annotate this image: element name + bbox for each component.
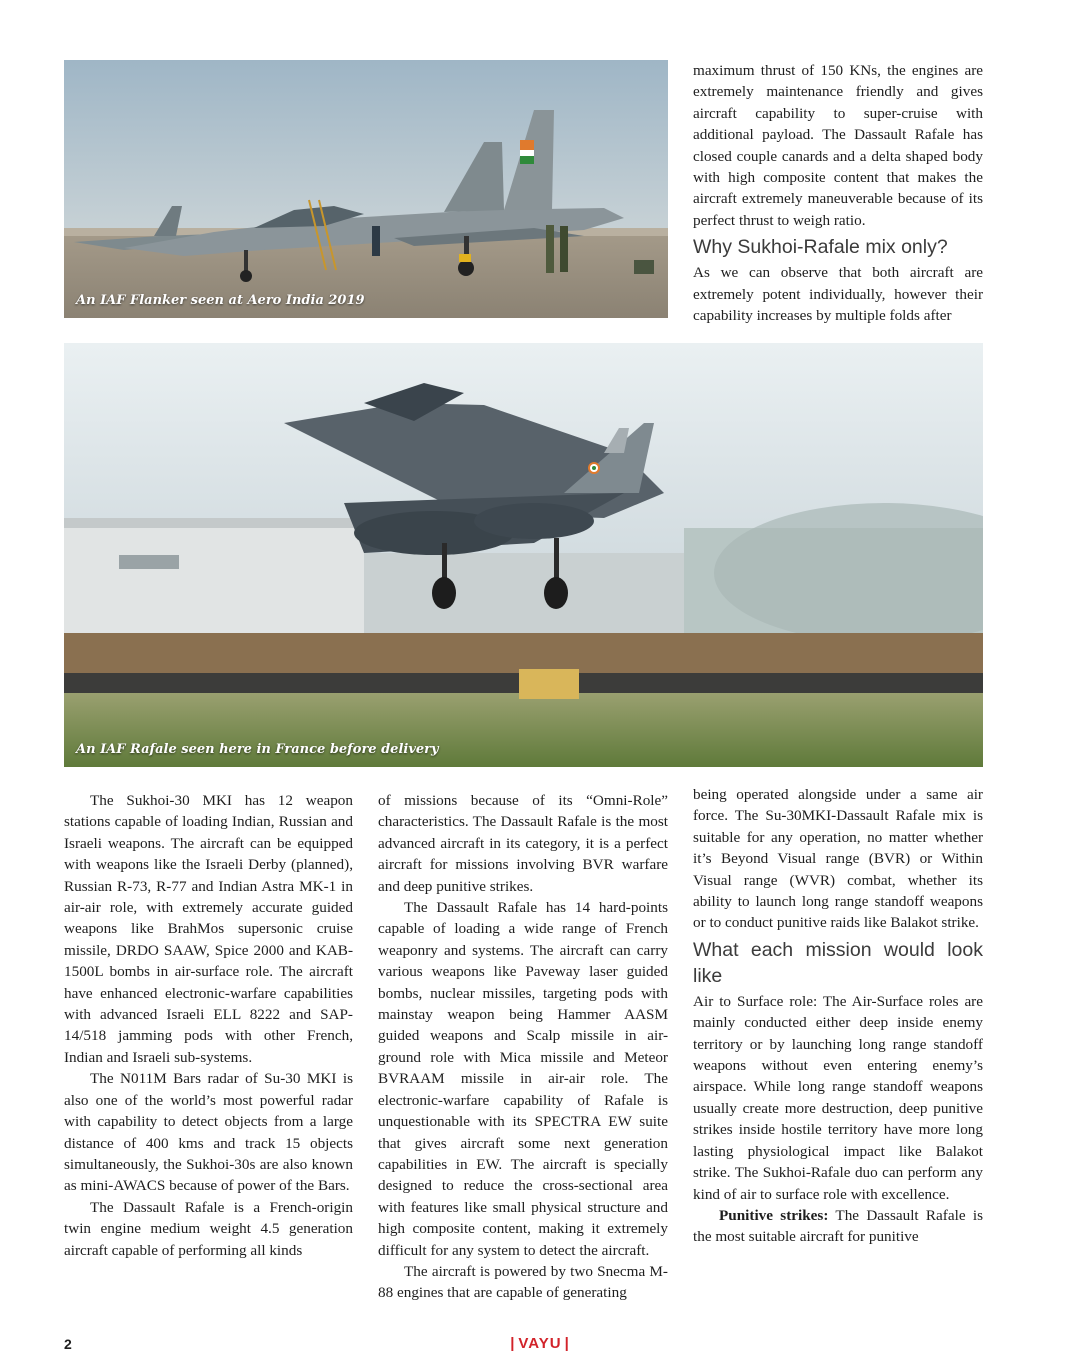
section-heading: What each mission would look like <box>693 938 983 987</box>
paragraph: The N011M Bars radar of Su-30 MKI is also one of the world’s most powerful radar with capability to detect objects from a large distance of 400 kms and track 15 objects simultaneously, the Sukhoi-30s are also known as mini-AWACS because of power of the Bars. <box>64 1070 353 1195</box>
top-right-column <box>693 60 983 326</box>
brand-rule-right: | <box>564 1335 570 1352</box>
paragraph: being operated alongside under a same air force. The Su-30MKI-Dassault Rafale mix is suitable for any operation, no matter whether it’s Beyond Visual range (BVR) or Within Visual range (WVR) combat, whether its ability to launch long range standoff weapons or to conduct punitive raids like Balakot strike. <box>693 786 983 932</box>
magazine-brand <box>0 1335 1080 1352</box>
brand-name: VAYU <box>518 1335 562 1352</box>
paragraph: maximum thrust of 150 KNs, the engines are extremely maintenance friendly and gives aircraft capability to super-cruise with additional payload. The Dassault Rafale has closed couple canards and a delta shaped body with high composite content that makes the aircraft extremely maneuverable because of its perfect thrust to weigh ratio. <box>693 62 983 229</box>
brand-rule-left: | <box>510 1335 516 1352</box>
flanker-photo-caption: An IAF Flanker seen at Aero India 2019 <box>76 293 365 308</box>
column-2 <box>378 790 668 1304</box>
paragraph: of missions because of its “Omni-Role” characteristics. The Dassault Rafale is the most advanced aircraft in its category, it is a perfect aircraft for missions involving BVR warfare and deep punitive strikes. <box>378 792 668 895</box>
paragraph: As we can observe that both aircraft are extremely potent individually, however their capability increases by multiple folds after <box>693 264 983 325</box>
column-3 <box>693 784 983 1248</box>
flanker-photo-illustration <box>64 60 668 318</box>
paragraph <box>693 1205 983 1248</box>
paragraph: The Dassault Rafale is a French-origin twin engine medium weight 4.5 generation aircraft capable of performing all kinds <box>64 1198 353 1259</box>
rafale-photo <box>64 343 983 767</box>
rafale-photo-illustration <box>64 343 983 767</box>
paragraph-text: The Dassault Rafale is the most suitable aircraft for punitive <box>693 1206 983 1246</box>
flanker-photo <box>64 60 668 318</box>
paragraph: Air to Surface role: The Air-Surface roles are mainly conducted either deep inside enemy territory or by launching long range standoff weapons without even entering enemy’s airspace. While long range standoff weapons usually create more destruction, deep punitive strikes inside hostile territory have more long lasting physiological impact like Balakot strike. The Sukhoi-Rafale duo can perform any kind of air to surface role with excellence. <box>693 992 983 1203</box>
page-number: 2 <box>64 1336 72 1352</box>
paragraph: The Dassault Rafale has 14 hard-points capable of loading a wide range of French weaponry and systems. The aircraft can carry various weapons like Paveway laser guided bombs, nuclear missiles, targeting pods with mainstay weapon being Hammer AASM guided weapons and Scalp missile in air- ground role with Mica missile and Meteor BVRAAM missile in air-air role. The electronic-warfare capability of Rafale is unquestionable with its SPECTRA EW suite that gives aircraft some next generation capabilities in EW. The aircraft is specially designed to reduce the cross-sectional area with features like small physical structure and high composite content, making it extremely difficult for any system to detect the aircraft. <box>378 899 668 1259</box>
paragraph: The aircraft is powered by two Snecma M-88 engines that are capable of generating <box>378 1262 668 1302</box>
paragraph: The Sukhoi-30 MKI has 12 weapon stations capable of loading Indian, Russian and Israeli weapons. The aircraft can be equipped with weapons like the Israeli Derby (planned), Russian R-73, R-77 and Indian Astra MK-1 in air-air role, with extremely accurate guided weapons like BrahMos supersonic cruise missile, DRDO SAAW, Spice 2000 and KAB-1500L bombs in air-surface role. The aircraft have enhanced electronic-warfare capabilities with advanced Israeli ELL 8222 and SAP-14/518 jamming pods with other French, Indian and Israeli sub-systems. <box>64 792 353 1066</box>
column-1 <box>64 790 353 1261</box>
rafale-photo-caption: An IAF Rafale seen here in France before delivery <box>76 742 439 757</box>
lead-in: Punitive strikes: <box>719 1206 829 1224</box>
section-heading: Why Sukhoi-Rafale mix only? <box>693 236 948 259</box>
